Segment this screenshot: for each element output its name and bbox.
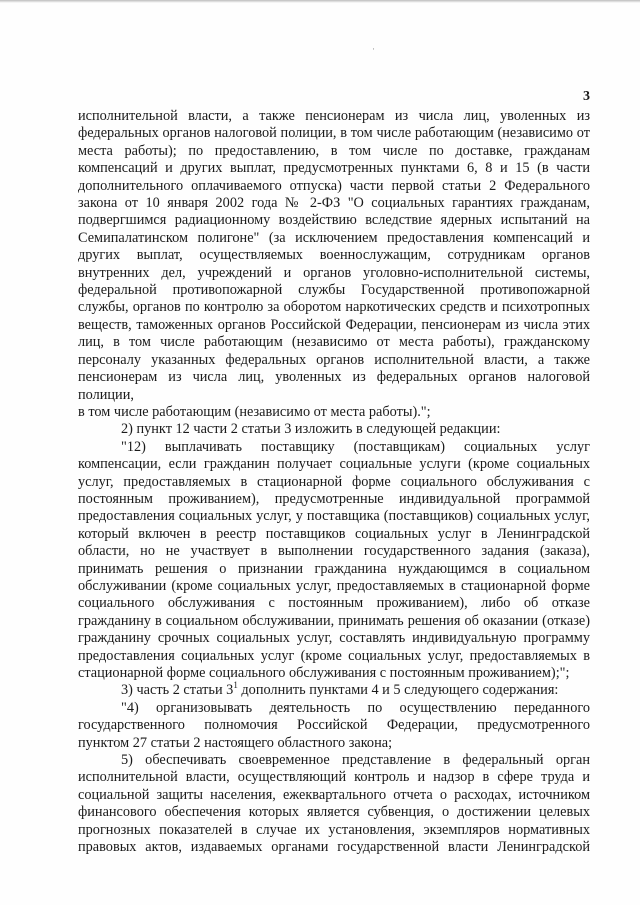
text-line: 5) обеспечивать своевременное представление в федеральный орган	[121, 752, 590, 769]
text-line: федеральных органов налоговой полиции, в том числе работающим (независимо от	[78, 125, 590, 142]
text-line: социального обслуживания с постоянным проживанием), либо об отказе	[78, 595, 590, 612]
text-line: 3) часть 2 статьи $3^1$ дополнить пунктами 4 и 5 следующего содержания:	[121, 680, 559, 699]
text-line: постоянным проживанием), предусмотренные индивидуальной программой	[78, 490, 590, 507]
text-line: государственного полномочия Российской Федерации, предусмотренного	[78, 717, 590, 734]
text-line: социальной защиты населения, ежеквартального отчета о расходах, источником	[78, 786, 590, 803]
text-line: других выплат, осуществляемых военнослужащим, сотрудникам органов	[78, 247, 590, 264]
text-line: компенсаций и других выплат, предусмотренных пунктами 6, 8 и 15 (в части	[78, 160, 590, 177]
text-line: услуг, предоставляемых в стационарной форме социального обслуживания с	[78, 473, 590, 490]
text-line: лиц, в том числе работающим (независимо от места работы), гражданскому	[78, 334, 590, 351]
scan-speck: ·	[372, 44, 375, 54]
document-body	[78, 108, 590, 856]
text-line: "4) организовывать деятельность по осуществлению переданного	[121, 699, 590, 716]
text-line: Семипалатинском полигоне" (за исключением предоставления компенсаций и	[78, 229, 590, 246]
text-line: пунктом 27 статьи 2 настоящего областного закона;	[78, 734, 393, 751]
superscript: 1	[233, 680, 238, 691]
text-line: в том числе работающим (независимо от места работы).";	[78, 403, 431, 420]
text-line: стационарной форме социального обслуживания с постоянным проживанием);";	[78, 665, 570, 681]
text-line: исполнительной власти, осуществляющий контроль и надзор в сфере труда и	[78, 769, 590, 786]
text-line: исполнительной власти, а также пенсионерам из числа лиц, уволенных из	[78, 108, 590, 124]
text-line: предоставления социальных услуг, у поставщика (поставщиков) социальных услуг,	[78, 508, 590, 525]
text-line: службы, органов по контролю за оборотом наркотических средств и психотропных	[78, 299, 590, 316]
text-line: места работы); по предоставлению, в том числе по доставке, гражданам	[78, 142, 590, 159]
text-line: 2) пункт 12 части 2 статьи 3 изложить в следующей редакции:	[121, 421, 501, 438]
text-line: принимать решения о признании гражданина нуждающимся в социальном	[78, 560, 590, 577]
text-line: гражданину в социальном обслуживании, принимать решения об оказании (отказе)	[78, 612, 590, 629]
text-line: внутренних дел, учреждений и органов уголовно-исполнительной системы,	[78, 264, 590, 281]
text-line: компенсации, если гражданин получает социальные услуги (кроме социальных	[78, 456, 590, 473]
text-line: "12) выплачивать поставщику (поставщикам) социальных услуг	[121, 438, 590, 455]
scan-top-edge	[0, 0, 640, 3]
text-line: пенсионерам из числа лиц, уволенных из федеральных органов налоговой полиции,	[78, 369, 590, 403]
text-line: подвергшимся радиационному воздействию вследствие ядерных испытаний на	[78, 212, 590, 229]
text-line: обслуживании (кроме социальных услуг, предоставляемых в стационарной форме	[78, 577, 590, 594]
text-line: закона от 10 января 2002 года № 2-ФЗ "О социальных гарантиях гражданам,	[78, 195, 590, 212]
text-line: веществ, таможенных органов Российской Федерации, пенсионерам из числа этих	[78, 316, 590, 333]
text-line: прогнозных показателей в случае их установления, экземпляров нормативных	[78, 821, 590, 838]
text-line: персоналу указанных федеральных органов исполнительной власти, а также	[78, 351, 590, 368]
text-line: федеральной противопожарной службы Государственной противопожарной	[78, 282, 590, 299]
text-line: правовых актов, издаваемых органами государственной власти Ленинградской	[78, 839, 590, 856]
text-line: гражданину срочных социальных услуг, составлять индивидуальную программу	[78, 630, 590, 647]
text-line: области, но не участвует в выполнении государственного задания (заказа),	[78, 543, 590, 560]
text-line: финансового обеспечения которых является субвенция, о достижении целевых	[78, 804, 590, 821]
page-number: 3	[583, 89, 590, 104]
text-line: предоставления социальных услуг (кроме социальных услуг, предоставляемых в	[78, 647, 590, 664]
text-line: дополнительного оплачиваемого отпуска) части первой статьи 2 Федерального	[78, 177, 590, 194]
text-line: который включен в реестр поставщиков социальных услуг в Ленинградской	[78, 525, 590, 542]
